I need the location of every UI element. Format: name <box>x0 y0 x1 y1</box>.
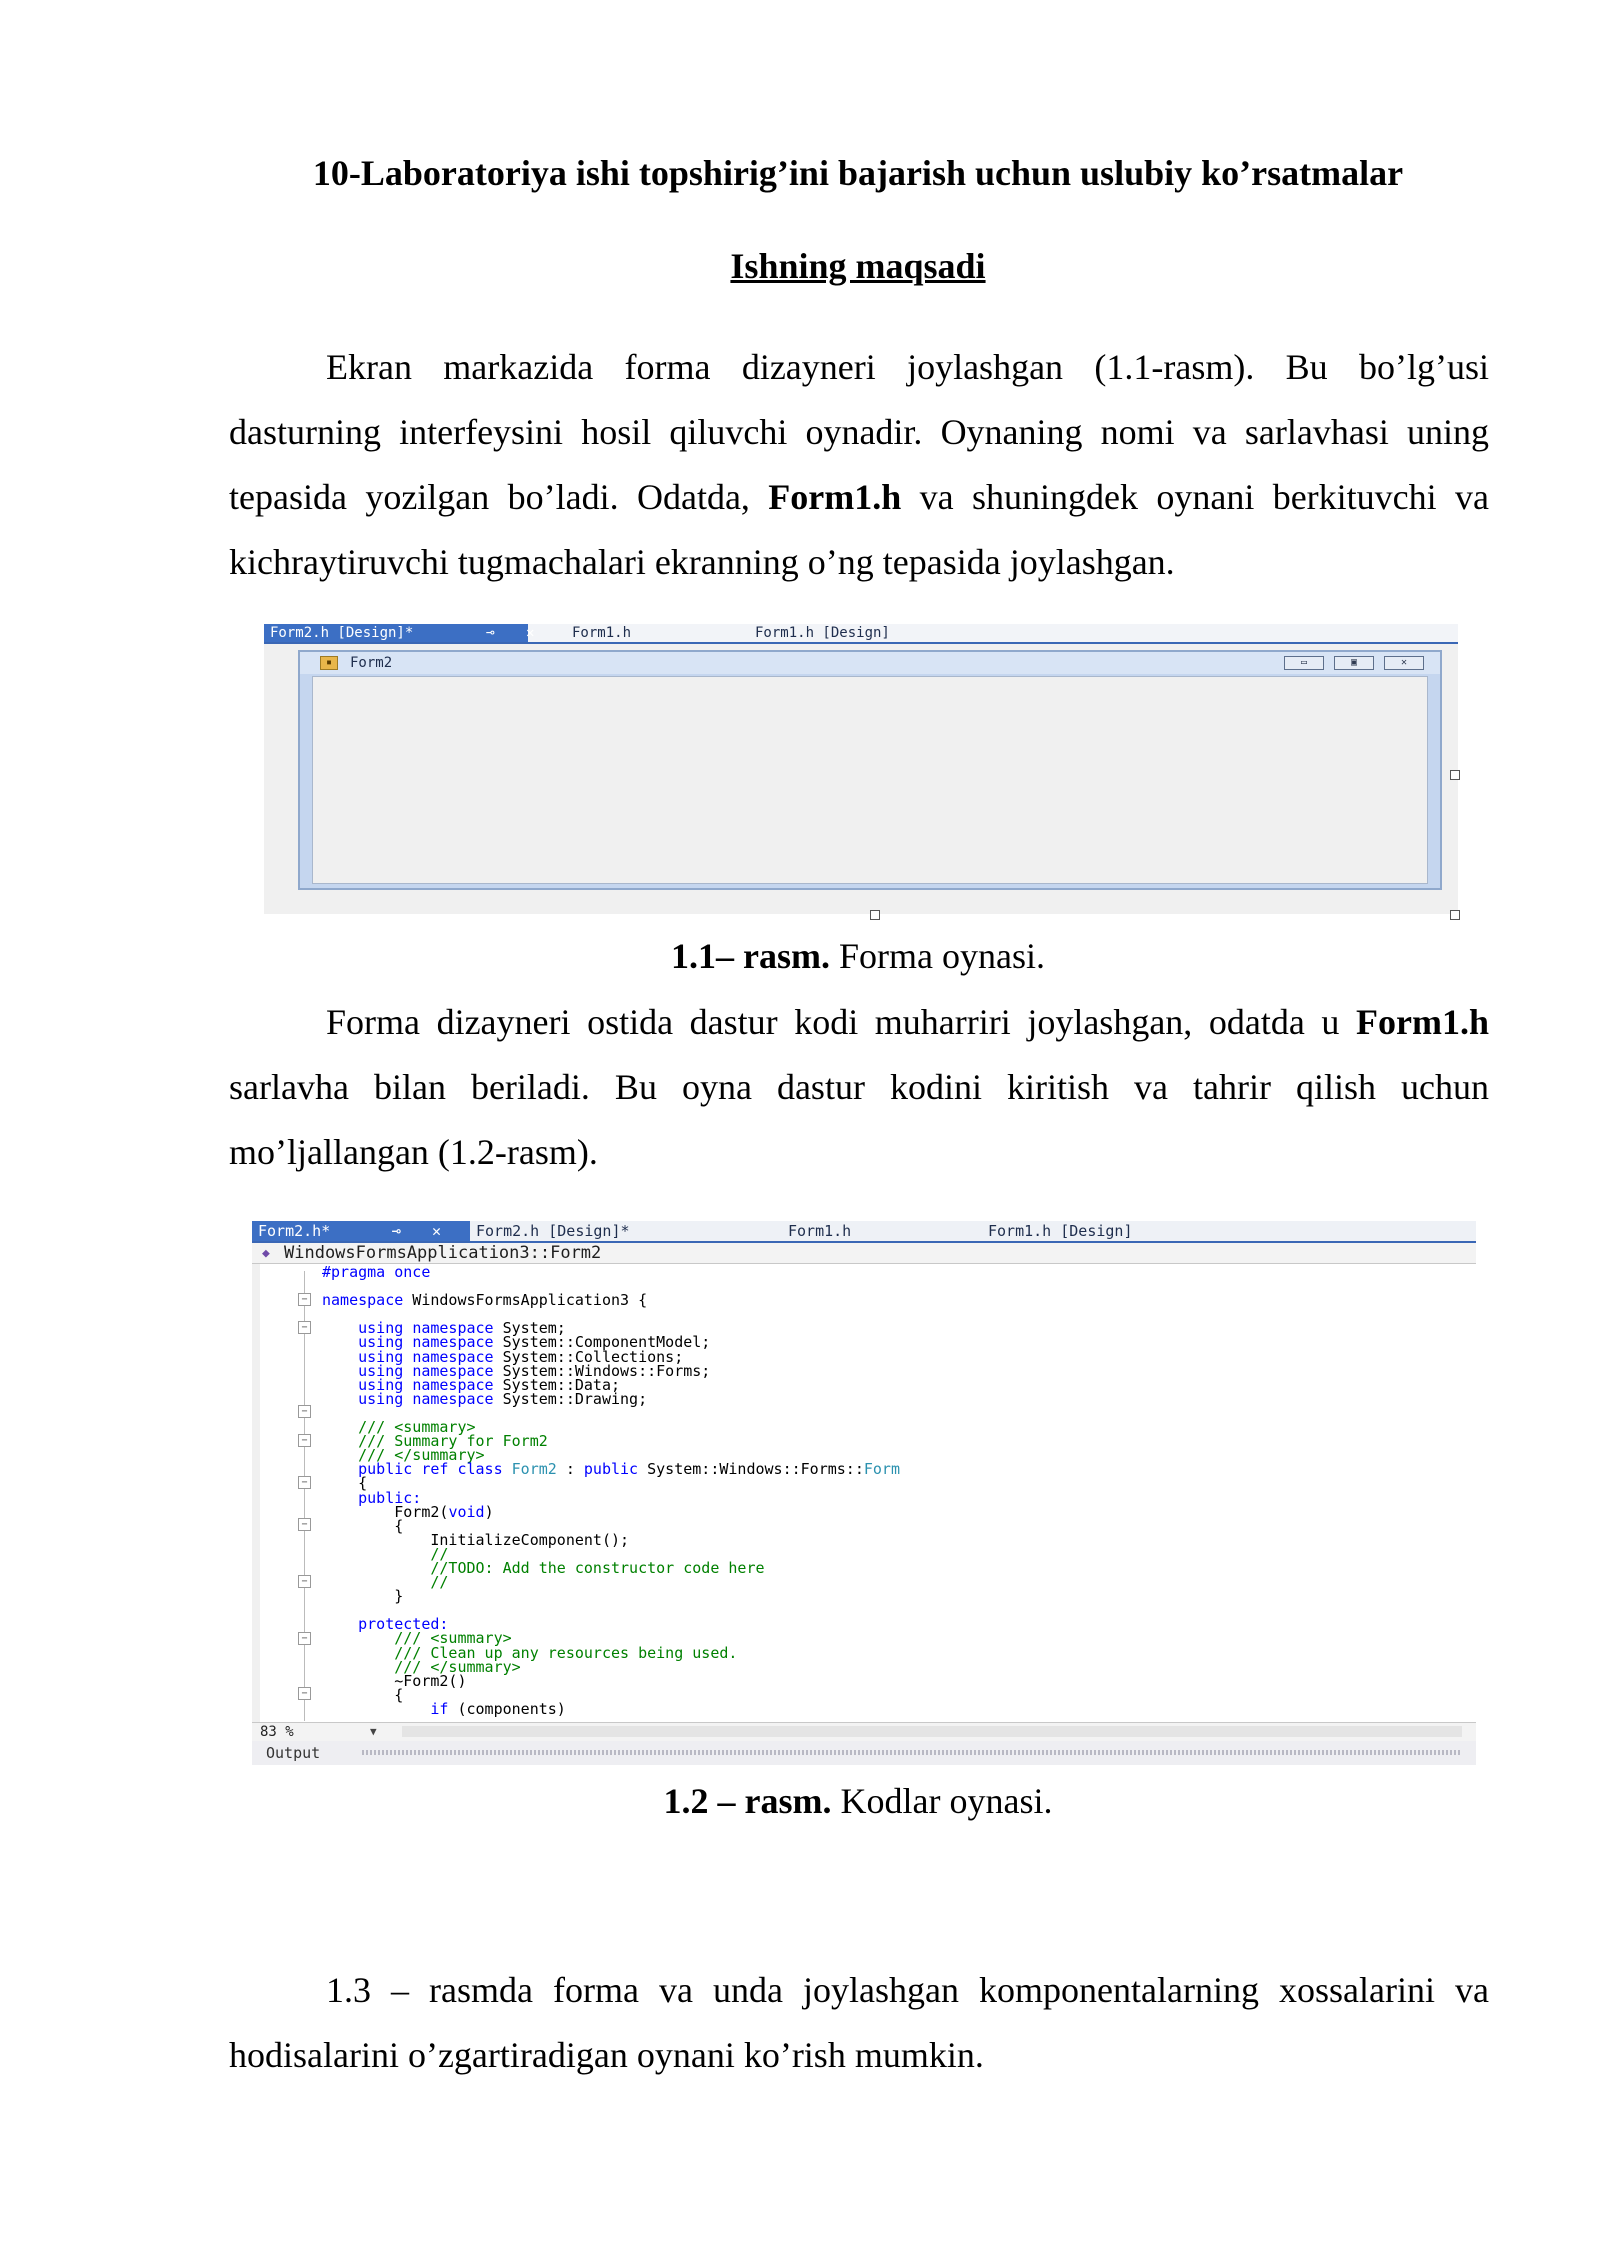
editor-tab-bar <box>252 1221 1476 1243</box>
form-client-area[interactable] <box>312 676 1428 884</box>
code-token: if <box>430 1699 449 1718</box>
code-token: using <box>358 1375 404 1394</box>
form-designer-screenshot <box>264 624 1458 914</box>
code-token: /// Clean up any resources being used. <box>394 1643 738 1662</box>
code-token: #pragma once <box>322 1263 431 1281</box>
code-token: /// <summary> <box>394 1629 512 1648</box>
text-run: 1.3 – rasmda forma va unda joylashgan komponentalarning xossalarini va <box>326 1970 1489 2010</box>
form-icon: ▪ <box>320 656 338 670</box>
tab-form1-design[interactable]: Form1.h [Design] <box>755 625 890 641</box>
caption-text: Forma oynasi. <box>830 936 1045 976</box>
paragraph-editor <box>229 990 1489 1185</box>
paragraph-line <box>229 465 1489 530</box>
code-token: using <box>358 1347 404 1366</box>
paragraph-line: hodisalarini o’zgartiradigan oynani ko’rish mumkin. <box>229 2035 984 2075</box>
code-token: /// </summary> <box>358 1446 485 1465</box>
code-text[interactable] <box>322 1265 900 1716</box>
paragraph-line: kichraytiruvchi tugmachalari ekranning o’ng tepasida joylashgan. <box>229 542 1175 582</box>
collapse-icon[interactable]: − <box>298 1434 311 1447</box>
code-token: namespace <box>412 1333 494 1352</box>
paragraph-line: sarlavha bilan beriladi. Bu oyna dastur kodini kiritish va tahrir qilish uchun <box>229 1067 1489 1107</box>
code-token: protected: <box>358 1615 449 1634</box>
code-token: (components) <box>448 1699 566 1718</box>
paragraph-line <box>229 1958 1489 2023</box>
code-token: } <box>394 1587 404 1606</box>
code-token: System::Data; <box>493 1375 621 1394</box>
collapse-icon[interactable]: − <box>298 1293 311 1306</box>
code-token: WindowsFormsApplication3 { <box>403 1291 648 1310</box>
code-token: namespace <box>412 1361 494 1380</box>
code-token: System::Windows::Forms; <box>493 1361 711 1380</box>
tab-form1-design[interactable]: Form1.h [Design] <box>988 1222 1133 1240</box>
tab-form2-design[interactable]: Form2.h [Design]* <box>476 1222 630 1240</box>
chevron-down-icon[interactable]: ▼ <box>370 1725 377 1738</box>
section-heading: Ishning maqsadi <box>730 246 986 286</box>
navigation-bar[interactable] <box>252 1243 1476 1264</box>
designer-canvas <box>264 644 1458 914</box>
code-token: public <box>583 1460 639 1479</box>
code-token: { <box>394 1516 404 1535</box>
code-token: namespace <box>412 1389 494 1408</box>
minimize-icon[interactable]: ▭ <box>1284 656 1324 670</box>
code-token: System::ComponentModel; <box>493 1333 711 1352</box>
paragraph-line <box>229 990 1489 1055</box>
filename-bold: Form1.h <box>768 477 902 517</box>
code-token: ) <box>484 1502 494 1521</box>
paragraph-line: mo’ljallangan (1.2-rasm). <box>229 1132 598 1172</box>
editor-status-bar <box>252 1722 1476 1741</box>
code-token: namespace <box>412 1319 494 1338</box>
output-panel-header[interactable] <box>252 1741 1476 1765</box>
form-title-bar <box>300 652 1440 674</box>
tab-form1-h[interactable]: Form1.h <box>788 1222 852 1240</box>
paragraph-properties <box>229 1958 1489 2088</box>
text-run: Forma dizayneri ostida dastur kodi muharriri joylashgan, odatda u <box>326 1002 1357 1042</box>
panel-grip[interactable] <box>362 1750 1462 1755</box>
outline-line <box>304 1271 305 1721</box>
code-token: namespace <box>412 1347 494 1366</box>
tab-label: Form2.h* <box>258 1222 331 1240</box>
code-token: using <box>358 1333 404 1352</box>
code-token: Form2( <box>394 1502 449 1521</box>
navigation-scope[interactable]: WindowsFormsApplication3::Form2 <box>284 1243 602 1263</box>
form-title: Form2 <box>350 655 393 671</box>
code-token: /// Summary for Form2 <box>358 1432 548 1451</box>
output-label[interactable]: Output <box>266 1744 321 1762</box>
code-token: //TODO: Add the constructor code here <box>430 1558 765 1577</box>
collapse-icon[interactable]: − <box>298 1575 311 1588</box>
code-token: Form <box>863 1460 900 1479</box>
paragraph-line: dasturning interfeysini hosil qiluvchi oynadir. Oynaning nomi va sarlavhasi uning <box>229 412 1489 452</box>
code-token: using <box>358 1319 404 1338</box>
close-icon[interactable]: ✕ <box>526 625 535 641</box>
horizontal-scrollbar[interactable] <box>402 1726 1462 1737</box>
code-token: /// <summary> <box>358 1418 476 1437</box>
class-icon: ◆ <box>262 1246 270 1261</box>
caption-label: 1.2 – rasm. <box>663 1781 832 1821</box>
zoom-level[interactable]: 83 % <box>260 1724 294 1740</box>
code-token: { <box>358 1474 368 1493</box>
caption-text: Kodlar oynasi. <box>831 1781 1053 1821</box>
pin-icon[interactable]: ⊸ <box>486 625 495 641</box>
tab-form2-design[interactable] <box>264 624 535 642</box>
pin-icon[interactable]: ⊸ <box>392 1222 402 1240</box>
collapse-icon[interactable]: − <box>298 1405 311 1418</box>
code-token: public: <box>358 1488 422 1507</box>
code-token: System; <box>493 1319 566 1338</box>
code-token: System::Drawing; <box>493 1389 648 1408</box>
text-run: va shuningdek oynani berkituvchi va <box>901 477 1489 517</box>
tab-label: Form2.h [Design]* <box>270 625 414 641</box>
text-run: tepasida yozilgan bo’ladi. Odatda, <box>229 477 769 517</box>
close-icon[interactable]: ✕ <box>432 1222 442 1240</box>
figure-caption-1 <box>0 935 1600 977</box>
page-title: 10-Laboratoriya ishi topshirig’ini bajarish uchun uslubiy ko’rsatmalar <box>312 153 1404 193</box>
resize-handle-bottom[interactable] <box>870 910 880 920</box>
code-token: { <box>394 1685 404 1704</box>
figure-caption-2 <box>0 1780 1600 1822</box>
text-run: Ekran markazida forma dizayneri joylashgan (1.1-rasm). Bu bo’lg’usi <box>326 347 1489 387</box>
code-token: public ref class <box>358 1460 503 1479</box>
designer-tab-bar <box>264 624 1458 644</box>
code-token: using <box>358 1361 404 1380</box>
code-token: Form2 <box>502 1460 557 1479</box>
code-token: using <box>358 1389 404 1408</box>
maximize-icon[interactable]: ▣ <box>1334 656 1374 670</box>
caption-label: 1.1– rasm. <box>671 936 830 976</box>
code-token: // <box>430 1544 449 1563</box>
collapse-icon[interactable]: − <box>298 1687 311 1700</box>
tab-form1-h[interactable]: Form1.h <box>572 625 632 641</box>
code-token: System::Windows::Forms:: <box>638 1460 864 1479</box>
code-token: namespace <box>412 1375 494 1394</box>
resize-handle-right[interactable] <box>1450 770 1460 780</box>
collapse-icon[interactable]: − <box>298 1518 311 1531</box>
code-token: ~Form2() <box>394 1671 467 1690</box>
collapse-icon[interactable]: − <box>298 1321 311 1334</box>
paragraph-line <box>229 335 1489 400</box>
resize-handle-corner[interactable] <box>1450 910 1460 920</box>
tab-form2-h[interactable] <box>252 1221 470 1241</box>
code-token: namespace <box>322 1291 404 1310</box>
close-window-icon[interactable]: ✕ <box>1384 656 1424 670</box>
code-token: : <box>556 1460 584 1479</box>
editor-gutter <box>252 1264 260 1722</box>
collapse-icon[interactable]: − <box>298 1476 311 1489</box>
code-token: /// </summary> <box>394 1657 521 1676</box>
code-token: // <box>430 1573 449 1592</box>
paragraph-intro <box>229 335 1489 595</box>
code-token: void <box>448 1502 485 1521</box>
collapse-icon[interactable]: − <box>298 1632 311 1645</box>
code-token: System::Collections; <box>493 1347 684 1366</box>
code-editor-screenshot <box>252 1221 1476 1765</box>
form-window[interactable] <box>298 650 1442 890</box>
filename-bold: Form1.h <box>1356 1002 1489 1042</box>
code-token: InitializeComponent(); <box>430 1530 630 1549</box>
